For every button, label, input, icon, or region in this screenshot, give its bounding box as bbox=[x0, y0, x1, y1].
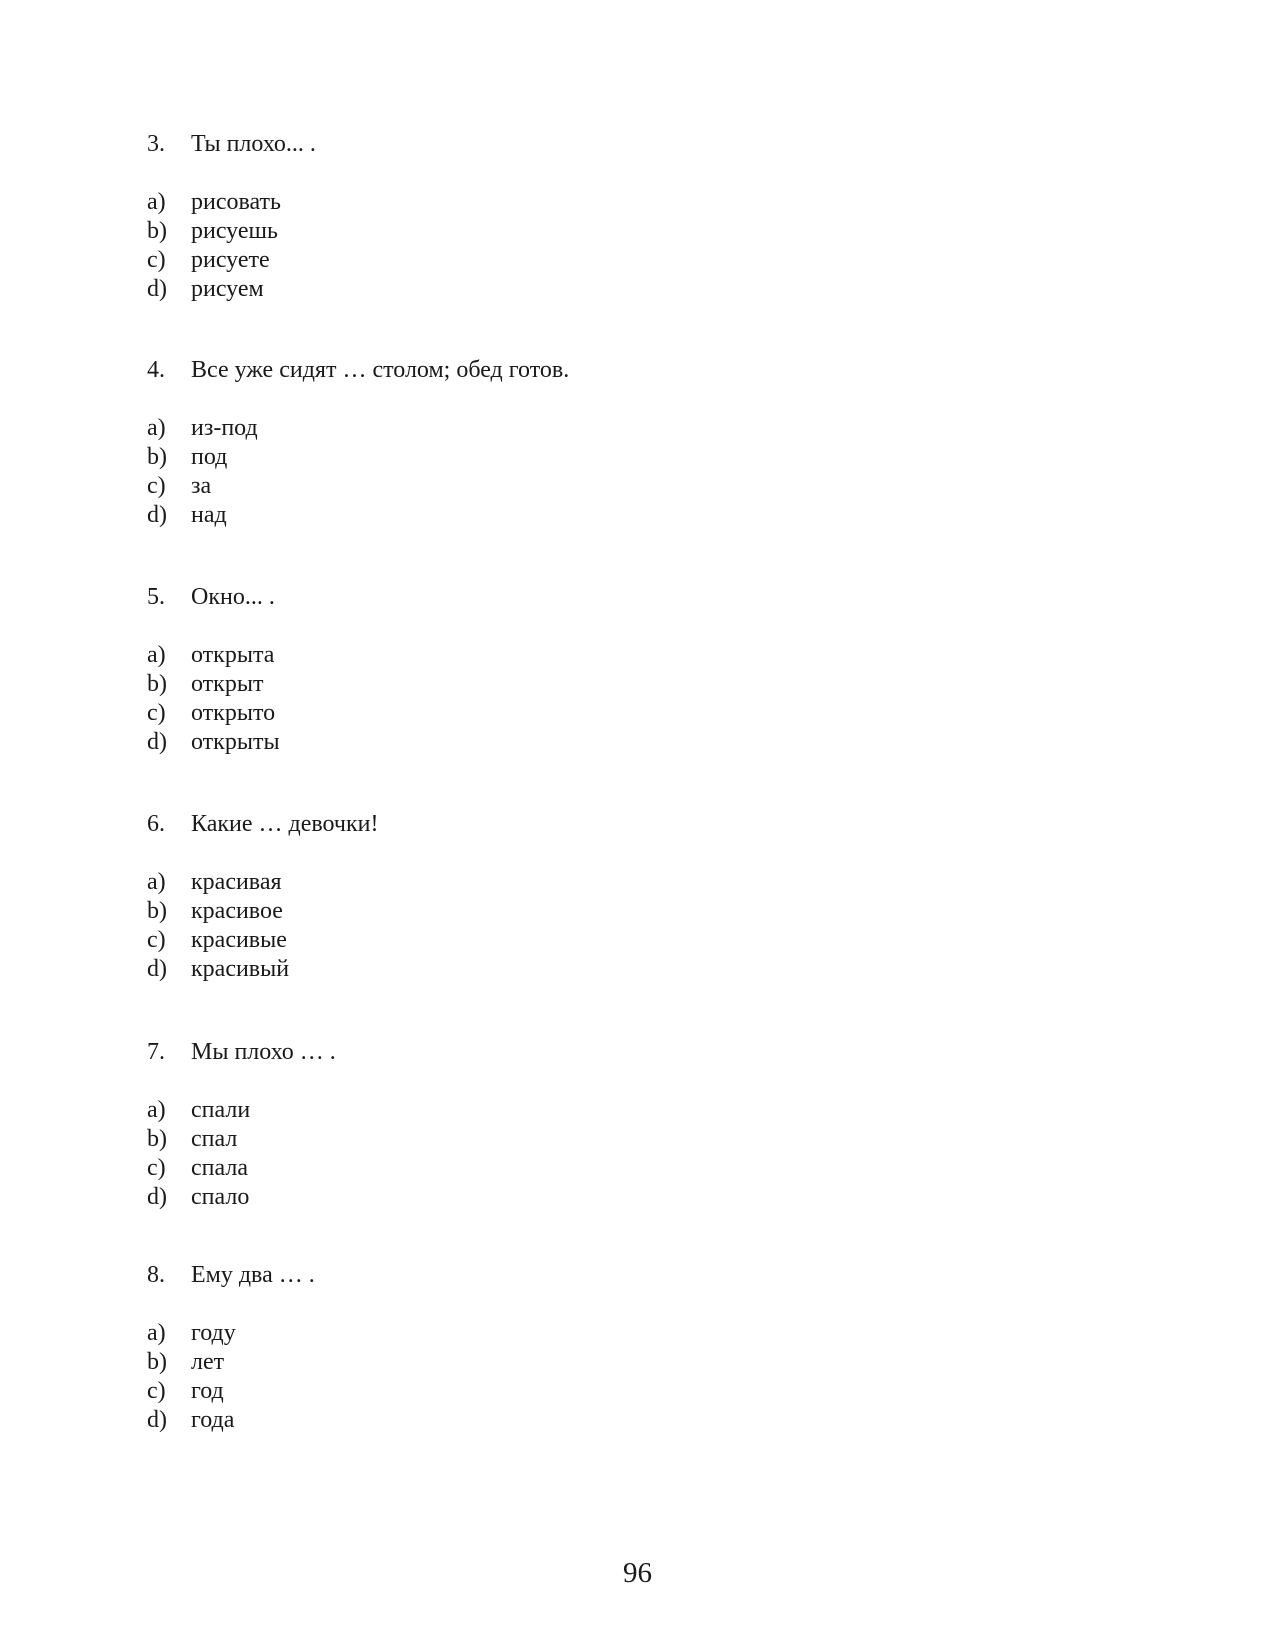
option-text: спала bbox=[191, 1155, 248, 1181]
question-text: Мы плохо … . bbox=[191, 1039, 336, 1065]
question-text: Окно... . bbox=[191, 584, 275, 610]
option-letter: d) bbox=[147, 956, 167, 982]
option-text: рисуете bbox=[191, 247, 270, 273]
option-text: рисовать bbox=[191, 189, 281, 215]
option-text: под bbox=[191, 444, 228, 470]
question-text: Какие … девочки! bbox=[191, 811, 379, 837]
answer-option-b bbox=[147, 1125, 1147, 1154]
question-7 bbox=[147, 1038, 1147, 1212]
option-letter: a) bbox=[147, 1097, 166, 1123]
answer-option-b bbox=[147, 443, 1147, 472]
option-text: красивая bbox=[191, 869, 282, 895]
question-text: Ему два … . bbox=[191, 1262, 315, 1288]
option-text: рисуем bbox=[191, 276, 264, 302]
question-4 bbox=[147, 356, 1147, 530]
question-number: 5. bbox=[147, 584, 165, 610]
answer-option-a bbox=[147, 414, 1147, 443]
answer-option-d bbox=[147, 728, 1147, 757]
answer-option-c bbox=[147, 1154, 1147, 1183]
option-letter: c) bbox=[147, 927, 166, 953]
question-text: Все уже сидят … столом; обед готов. bbox=[191, 357, 570, 383]
option-text: открыта bbox=[191, 642, 275, 668]
question-stem bbox=[147, 1261, 1147, 1290]
option-letter: d) bbox=[147, 729, 167, 755]
option-text: лет bbox=[191, 1349, 225, 1375]
option-text: открыты bbox=[191, 729, 280, 755]
question-number: 3. bbox=[147, 131, 165, 157]
option-letter: a) bbox=[147, 1320, 166, 1346]
answer-option-b bbox=[147, 670, 1147, 699]
option-letter: c) bbox=[147, 1378, 166, 1404]
question-5 bbox=[147, 583, 1147, 757]
option-letter: a) bbox=[147, 189, 166, 215]
option-text: красивый bbox=[191, 956, 290, 982]
question-6 bbox=[147, 810, 1147, 984]
option-text: году bbox=[191, 1320, 236, 1346]
answer-option-c bbox=[147, 246, 1147, 275]
option-letter: b) bbox=[147, 444, 167, 470]
option-letter: d) bbox=[147, 1184, 167, 1210]
question-number: 7. bbox=[147, 1039, 165, 1065]
option-text: красивые bbox=[191, 927, 287, 953]
question-number: 6. bbox=[147, 811, 165, 837]
option-letter: a) bbox=[147, 642, 166, 668]
answer-option-b bbox=[147, 897, 1147, 926]
question-stem bbox=[147, 130, 1147, 159]
answer-option-d bbox=[147, 955, 1147, 984]
answer-option-a bbox=[147, 188, 1147, 217]
option-text: открыт bbox=[191, 671, 264, 697]
option-text: из-под bbox=[191, 415, 258, 441]
option-letter: b) bbox=[147, 218, 167, 244]
option-letter: c) bbox=[147, 473, 166, 499]
answer-option-b bbox=[147, 217, 1147, 246]
option-letter: b) bbox=[147, 671, 167, 697]
option-text: спало bbox=[191, 1184, 250, 1210]
answer-option-c bbox=[147, 699, 1147, 728]
question-3 bbox=[147, 130, 1147, 304]
answer-option-c bbox=[147, 1377, 1147, 1406]
question-stem bbox=[147, 356, 1147, 385]
option-letter: b) bbox=[147, 898, 167, 924]
option-letter: c) bbox=[147, 247, 166, 273]
answer-option-a bbox=[147, 1319, 1147, 1348]
option-letter: d) bbox=[147, 276, 167, 302]
option-letter: c) bbox=[147, 700, 166, 726]
answer-option-c bbox=[147, 472, 1147, 501]
answer-option-b bbox=[147, 1348, 1147, 1377]
option-text: открыто bbox=[191, 700, 276, 726]
answer-option-a bbox=[147, 868, 1147, 897]
answer-option-d bbox=[147, 501, 1147, 530]
option-text: года bbox=[191, 1407, 235, 1433]
option-letter: d) bbox=[147, 502, 167, 528]
answer-option-d bbox=[147, 1183, 1147, 1212]
question-8 bbox=[147, 1261, 1147, 1435]
option-text: спал bbox=[191, 1126, 238, 1152]
page-number: 96 bbox=[623, 1557, 652, 1589]
option-text: спали bbox=[191, 1097, 251, 1123]
answer-option-a bbox=[147, 1096, 1147, 1125]
answer-option-c bbox=[147, 926, 1147, 955]
question-stem bbox=[147, 1038, 1147, 1067]
option-letter: d) bbox=[147, 1407, 167, 1433]
option-letter: a) bbox=[147, 415, 166, 441]
option-letter: b) bbox=[147, 1126, 167, 1152]
option-text: рисуешь bbox=[191, 218, 278, 244]
question-text: Ты плохо... . bbox=[191, 131, 316, 157]
option-text: за bbox=[191, 473, 212, 499]
option-text: красивое bbox=[191, 898, 283, 924]
question-number: 8. bbox=[147, 1262, 165, 1288]
option-letter: a) bbox=[147, 869, 166, 895]
option-text: год bbox=[191, 1378, 224, 1404]
answer-option-d bbox=[147, 1406, 1147, 1435]
question-stem bbox=[147, 810, 1147, 839]
option-letter: b) bbox=[147, 1349, 167, 1375]
question-stem bbox=[147, 583, 1147, 612]
option-letter: c) bbox=[147, 1155, 166, 1181]
question-number: 4. bbox=[147, 357, 165, 383]
answer-option-a bbox=[147, 641, 1147, 670]
option-text: над bbox=[191, 502, 227, 528]
answer-option-d bbox=[147, 275, 1147, 304]
